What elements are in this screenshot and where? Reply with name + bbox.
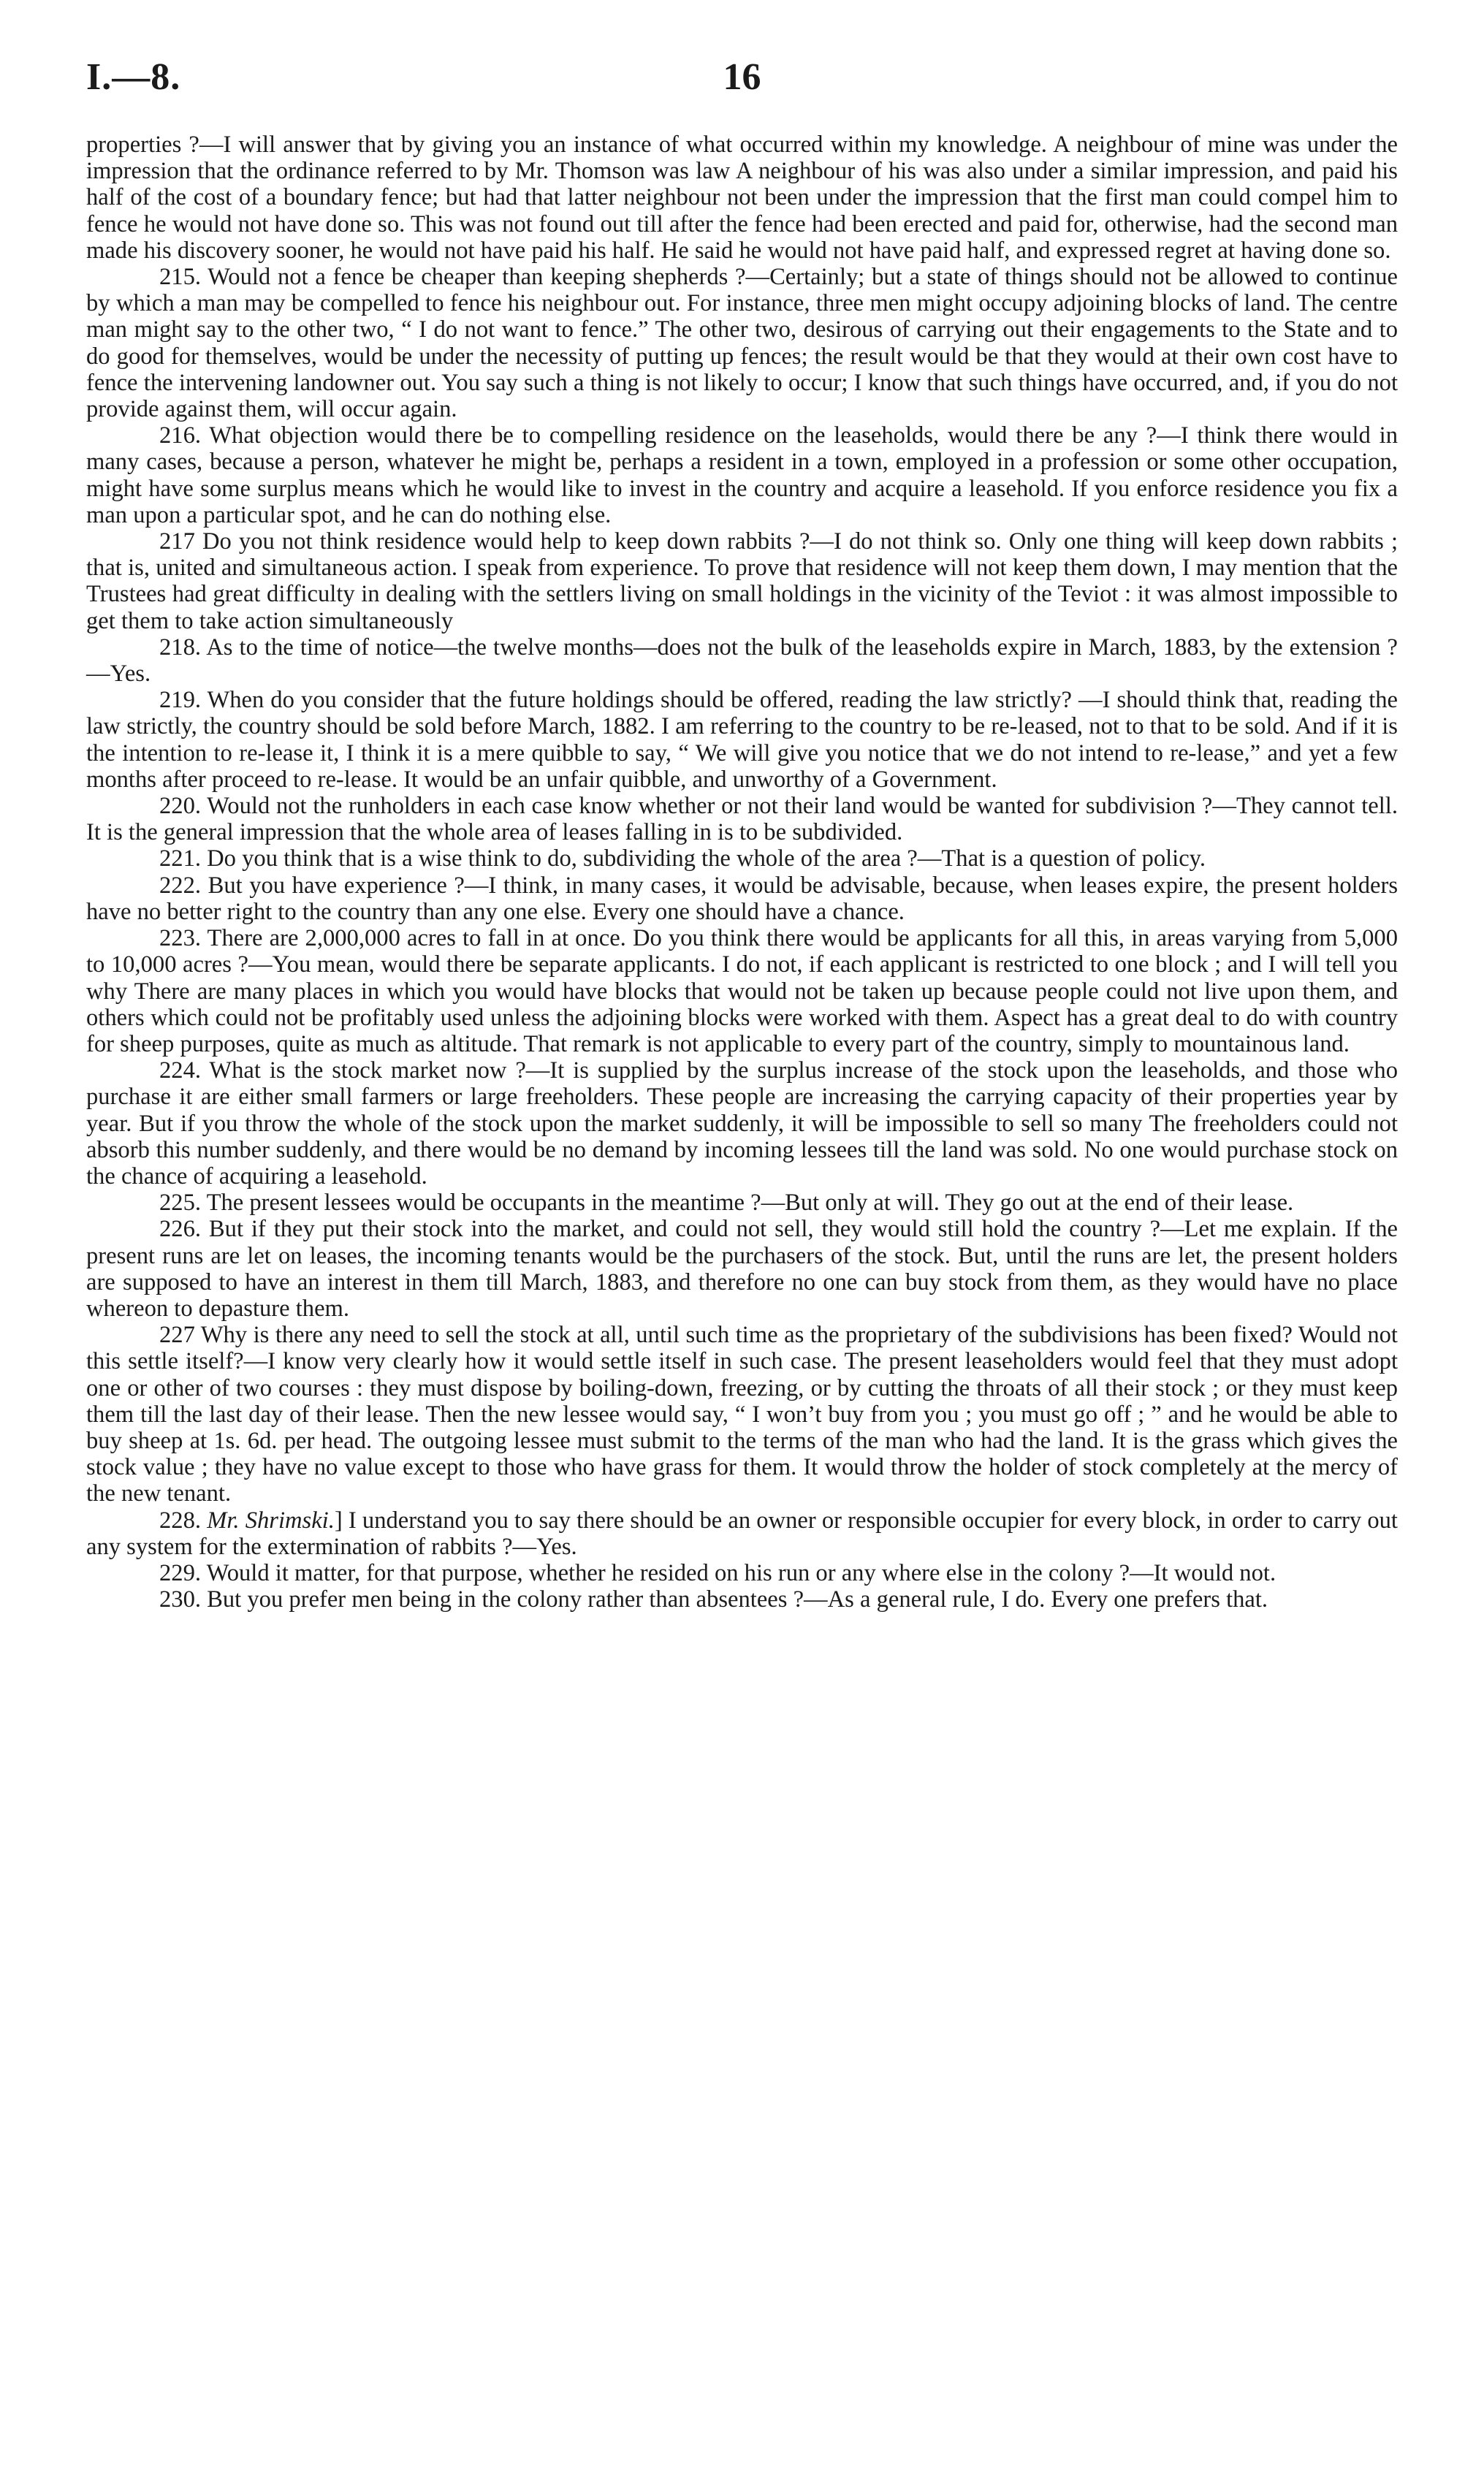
paragraph-217: 217 Do you not think residence would help to keep down rabbits ?—I do not think so. Only one thing will keep down rabbits ; that is, united and simultaneous action. I speak from experience. To prove that residence will not keep them down, I may mention that the Trustees had great difficulty in dealing with the settlers living on small holdings in the vicinity of the Teviot : it was almost impossible to get them to take action simultaneously bbox=[86, 528, 1398, 634]
body-text bbox=[86, 132, 1398, 1613]
paragraph-225: 225. The present lessees would be occupants in the meantime ?—But only at will. They go out at the end of their lease. bbox=[159, 1190, 1294, 1217]
paragraph-216: 216. What objection would there be to compelling residence on the leaseholds, would there be any ?—I think there would in many cases, because a person, whatever he might be, perhaps a resident in a town, employed in a profession or some other occupation, might have some surplus means which he would like to invest in the country and acquire a leasehold. If you enforce residence you fix a man upon a particular spot, and he can do nothing else. bbox=[86, 422, 1398, 528]
paragraph-continued: properties ?—I will answer that by giving you an instance of what occurred within my knowledge. A neighbour of mine was under the impression that the ordinance referred to by Mr. Thomson was law A neighbour of his was also under a similar impression, and paid his half of the cost of a boundary fence; but had that latter neighbour not been under the impression that the first man could compel him to fence he would not have done so. This was not found out till after the fence had been erected and paid for, otherwise, had the second man made his discovery sooner, he would not have paid his half. He said he would not have paid half, and expressed regret at having done so. bbox=[86, 132, 1398, 264]
speaker-name: Mr. Shrimski. bbox=[207, 1507, 335, 1534]
question-number: 228. bbox=[159, 1507, 202, 1534]
paragraph-220: 220. Would not the runholders in each case know whether or not their land would be wanted for subdivision ?—They cannot tell. It is the general impression that the whole area of leases falling in is to be subdivided. bbox=[86, 793, 1398, 846]
paragraph-218: 218. As to the time of notice—the twelve months—does not the bulk of the leaseholds expire in March, 1883, by the extension ?—Yes. bbox=[86, 633, 1398, 688]
page-header bbox=[86, 51, 1398, 132]
paragraph-219: 219. When do you consider that the future holdings should be offered, reading the law strictly? —I should think that, reading the law strictly, the country should be sold before March, 1882. I am referring to the country to be re-leased, not to that to be sold. And if it is the intention to re-lease it, I think it is a mere quibble to say, “ We will give you notice that we do not intend to re-lease,” and yet a few months after proceed to re-lease. It would be an unfair quibble, and unworthy of a Government. bbox=[86, 687, 1398, 793]
paragraph-224: 224. What is the stock market now ?—It is supplied by the surplus increase of the stock upon the leaseholds, and those who purchase it are either small farmers or large freeholders. These people are increasing the carrying capacity of their properties year by year. But if you throw the whole of the stock upon the market suddenly, it will be impossible to sell so many The freeholders could not absorb this number suddenly, and there would be no demand by incoming lessees till the land was sold. No one would purchase stock on the chance of acquiring a leasehold. bbox=[86, 1057, 1398, 1190]
page-number: 16 bbox=[723, 56, 761, 98]
paragraph-227: 227 Why is there any need to sell the stock at all, until such time as the proprietary of the subdivisions has been fixed? Would not this settle itself?—I know very clearly how it would settle itself in such case. The present leaseholders would feel that they must adopt one or other of two courses : they must dispose by boiling-down, freezing, or by cutting the throats of all their stock ; or they must keep them till the last day of their lease. Then the new lessee would say, “ I won’t buy from you ; you must go off ; ” and he would be able to buy sheep at 1s. 6d. per head. The outgoing lessee must submit to the terms of the man who had the land. It is the grass which gives the stock value ; they have no value except to those who have grass for them. It would throw the holder of stock completely at the mercy of the new tenant. bbox=[86, 1322, 1398, 1507]
paragraph-215: 215. Would not a fence be cheaper than keeping shepherds ?—Certainly; but a state of things should not be allowed to continue by which a man may be compelled to fence his neighbour out. For instance, three men might occupy adjoining blocks of land. The centre man might say to the other two, “ I do not want to fence.” The other two, desirous of carrying out their engagements to the State and to do good for themselves, would be under the necessity of putting up fences; the result would be that they would at their own cost have to fence the intervening landowner out. You say such a thing is not likely to occur; I know that such things have occurred, and, if you do not provide against them, will occur again. bbox=[86, 264, 1398, 423]
paragraph-226: 226. But if they put their stock into the market, and could not sell, they would still hold the country ?—Let me explain. If the present runs are let on leases, the incoming tenants would be the purchasers of the stock. But, until the runs are let, the present holders are supposed to have an interest in them till March, 1883, and therefore no one can buy stock from them, as they would have no place whereon to depasture them. bbox=[86, 1216, 1398, 1322]
paragraph-223: 223. There are 2,000,000 acres to fall in at once. Do you think there would be applicants for all this, in areas varying from 5,000 to 10,000 acres ?—You mean, would there be separate applicants. I do not, if each applicant is restricted to one block ; and I will tell you why There are many places in which you would have blocks that would not be taken up because people could not live upon them, and others which could not be profitably used unless the adjoining blocks were worked with them. Aspect has a great deal to do with country for sheep purposes, quite as much as altitude. That remark is not applicable to every part of the country, simply to mountainous land. bbox=[86, 925, 1398, 1057]
paragraph-228 bbox=[86, 1507, 1398, 1560]
paragraph-221: 221. Do you think that is a wise think to do, subdividing the whole of the area ?—That is a question of policy. bbox=[159, 845, 1206, 872]
paragraph-229: 229. Would it matter, for that purpose, whether he resided on his run or any where else in the colony ?—It would not. bbox=[159, 1559, 1276, 1586]
paragraph-228-text: ] I understand you to say there should be an owner or responsible occupier for every block, in order to carry out any system for the extermination of rabbits ?—Yes. bbox=[86, 1507, 1398, 1560]
document-reference: I.—8. bbox=[86, 56, 181, 98]
paragraph-222: 222. But you have experience ?—I think, in many cases, it would be advisable, because, when leases expire, the present holders have no better right to the country than any one else. Every one should have a chance. bbox=[86, 872, 1398, 925]
paragraph-230: 230. But you prefer men being in the colony rather than absentees ?—As a general rule, I do. Every one prefers that. bbox=[159, 1586, 1268, 1613]
